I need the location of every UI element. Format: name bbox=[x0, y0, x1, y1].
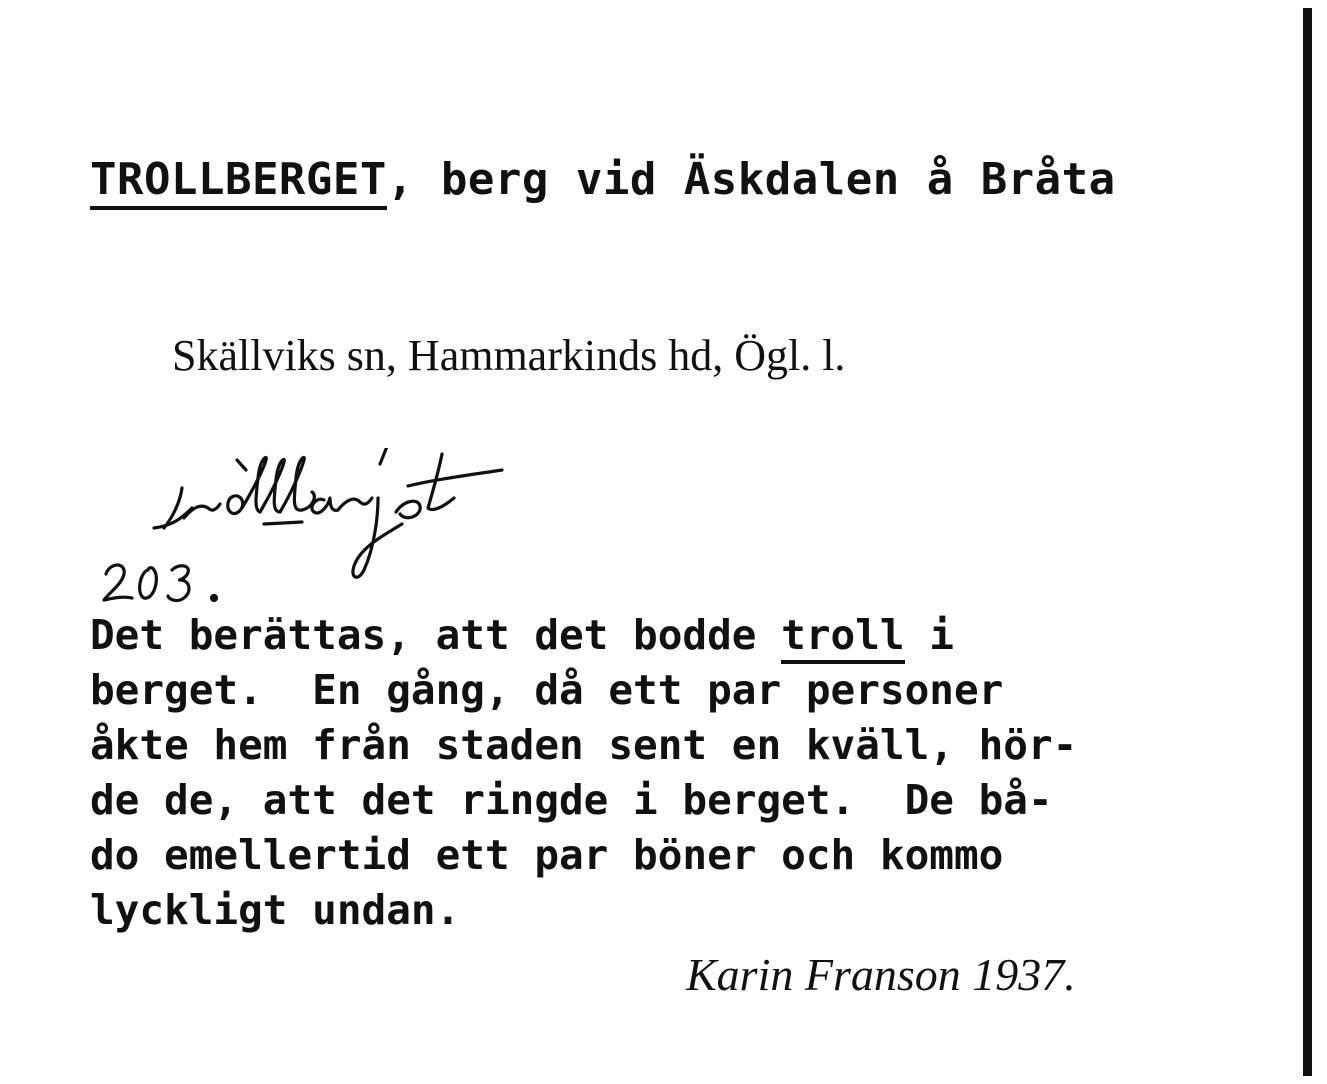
collector-signature: Karin Franson 1937. bbox=[686, 949, 1076, 1000]
story-line: do emellertid ett par böner och kommo bbox=[90, 831, 1004, 879]
card-heading bbox=[90, 154, 1116, 205]
story-line bbox=[90, 608, 1077, 663]
story-line: de de, att det ringde i berget. De bå- bbox=[90, 776, 1053, 824]
card-edge-line bbox=[1303, 8, 1312, 1076]
place-name: TROLLBERGET bbox=[90, 154, 387, 210]
story-line: berget. En gång, då ett par personer bbox=[90, 666, 1004, 714]
underlined-word: troll bbox=[781, 611, 904, 664]
parish-line: Skällviks sn, Hammarkinds hd, Ögl. l. bbox=[172, 331, 846, 380]
handwritten-record-number bbox=[96, 552, 226, 612]
story-text bbox=[90, 608, 1077, 938]
story-line-part: i bbox=[904, 611, 954, 659]
story-line: åkte hem från staden sent en kväll, hör- bbox=[90, 721, 1078, 769]
story-line-part: Det berättas, att det bodde bbox=[90, 611, 782, 659]
place-description: , berg vid Äskdalen å Bråta bbox=[386, 154, 1116, 205]
story-line: lyckligt undan. bbox=[90, 886, 461, 934]
